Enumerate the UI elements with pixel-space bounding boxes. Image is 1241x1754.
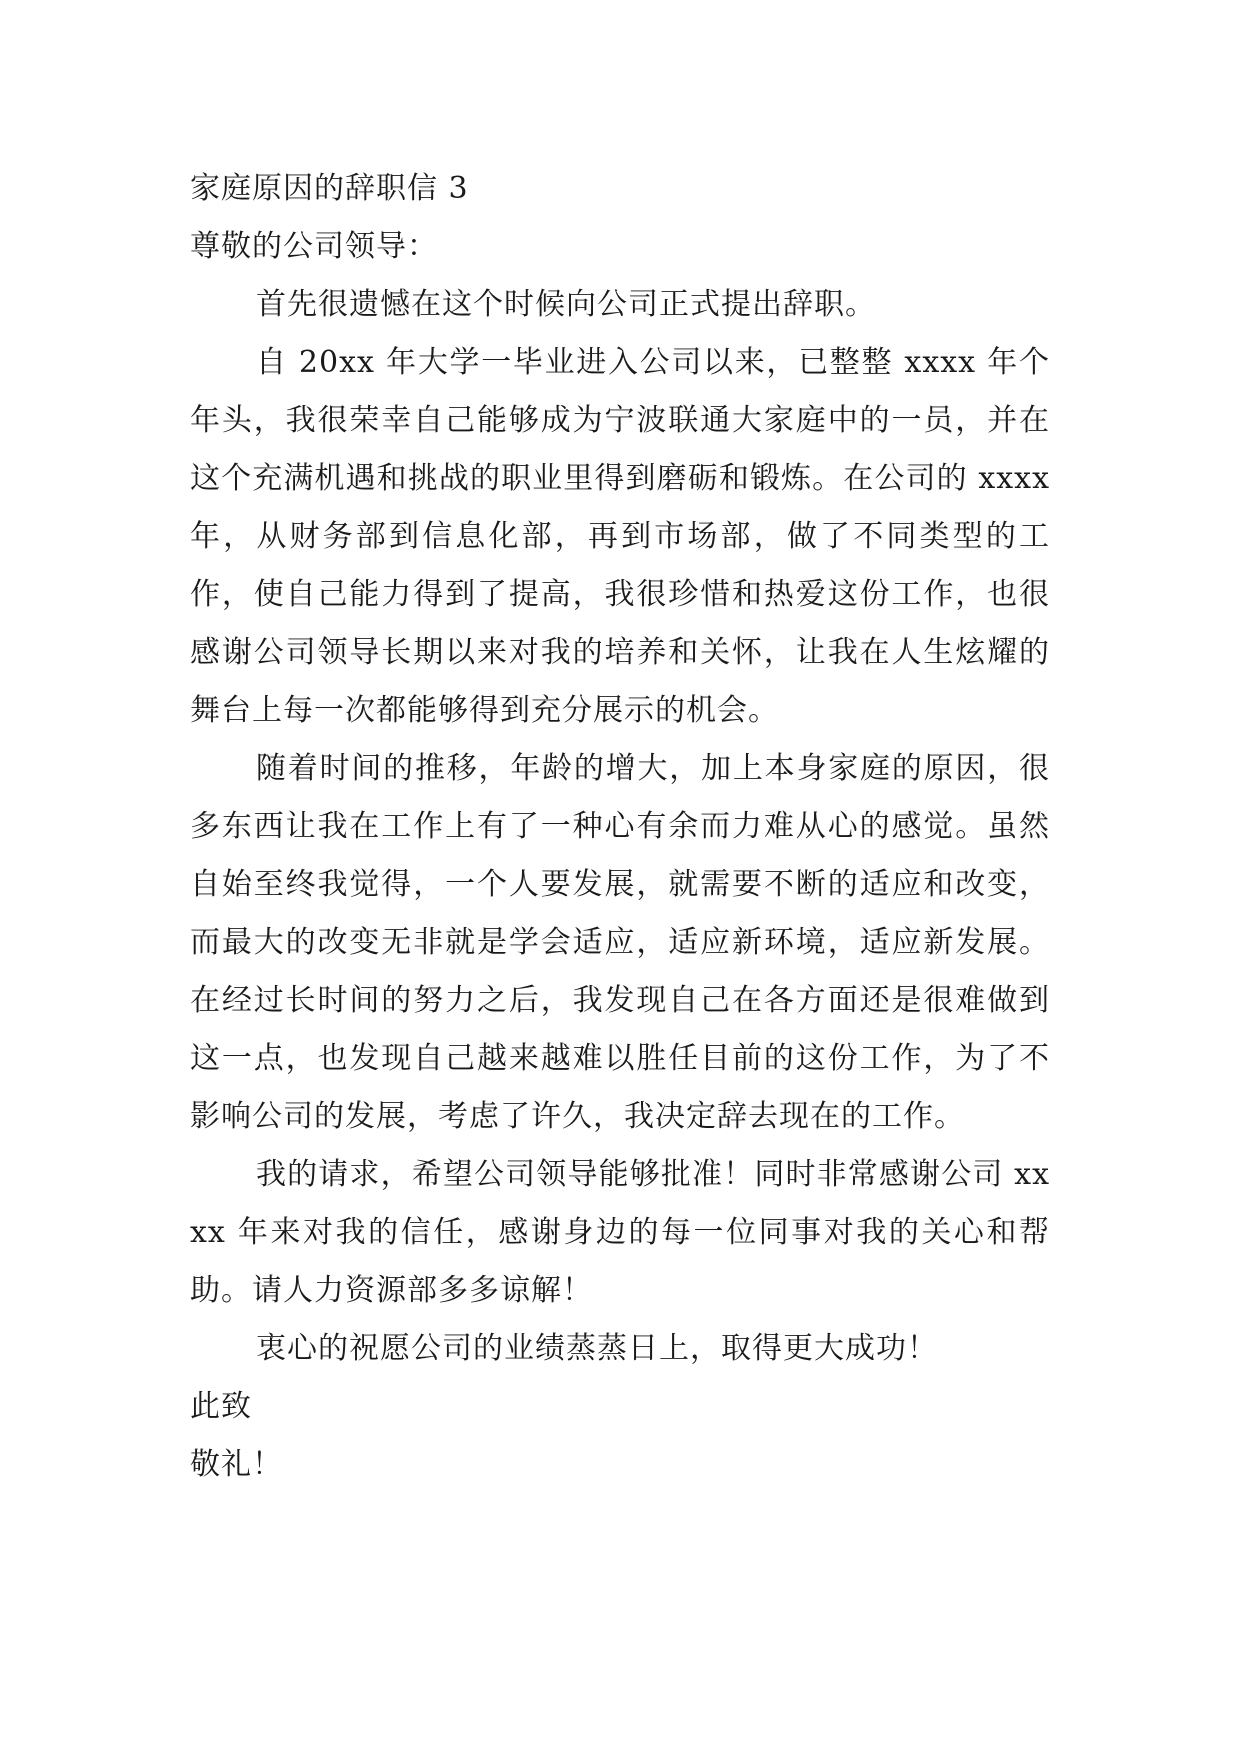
paragraph-career: 自 20xx 年大学一毕业进入公司以来，已整整 xxxx 年个年头，我很荣幸自己能够成为宁波联通大家庭中的一员，并在这个充满机遇和挑战的职业里得到磨砺和锻炼。在公司的 xxxx 年，从财务部到信息化部，再到市场部，做了不同类型的工作，使自己能力得到了提高，我很珍惜和热爱这份工作，也很感谢公司领导长期以来对我的培养和关怀，让我在人生炫耀的舞台上每一次都能够得到充分展示的机会。: [190, 345, 1050, 728]
letter-body: [190, 160, 1050, 1494]
paragraph-wishes: 衷心的祝愿公司的业绩蒸蒸日上，取得更大成功！: [256, 1331, 938, 1366]
letter-title: 家庭原因的辞职信 3: [190, 171, 469, 206]
paragraph-reason: 随着时间的推移，年龄的增大，加上本身家庭的原因，很多东西让我在工作上有了一种心有余而力难从心的感觉。虽然自始至终我觉得，一个人要发展，就需要不断的适应和改变，而最大的改变无非就是学会适应，适应新环境，适应新发展。在经过长时间的努力之后，我发现自己在各方面还是很难做到这一点，也发现自己越来越难以胜任目前的这份工作，为了不影响公司的发展，考虑了许久，我决定辞去现在的工作。: [190, 751, 1050, 1134]
letter-regards: 敬礼！: [190, 1447, 283, 1482]
letter-closing: 此致: [190, 1389, 252, 1424]
letter-salutation: 尊敬的公司领导：: [190, 229, 438, 264]
paragraph-opening: 首先很遗憾在这个时候向公司正式提出辞职。: [256, 287, 876, 322]
paragraph-request: 我的请求，希望公司领导能够批准！同时非常感谢公司 xxxx 年来对我的信任，感谢身边的每一位同事对我的关心和帮助。请人力资源部多多谅解！: [190, 1157, 1050, 1308]
